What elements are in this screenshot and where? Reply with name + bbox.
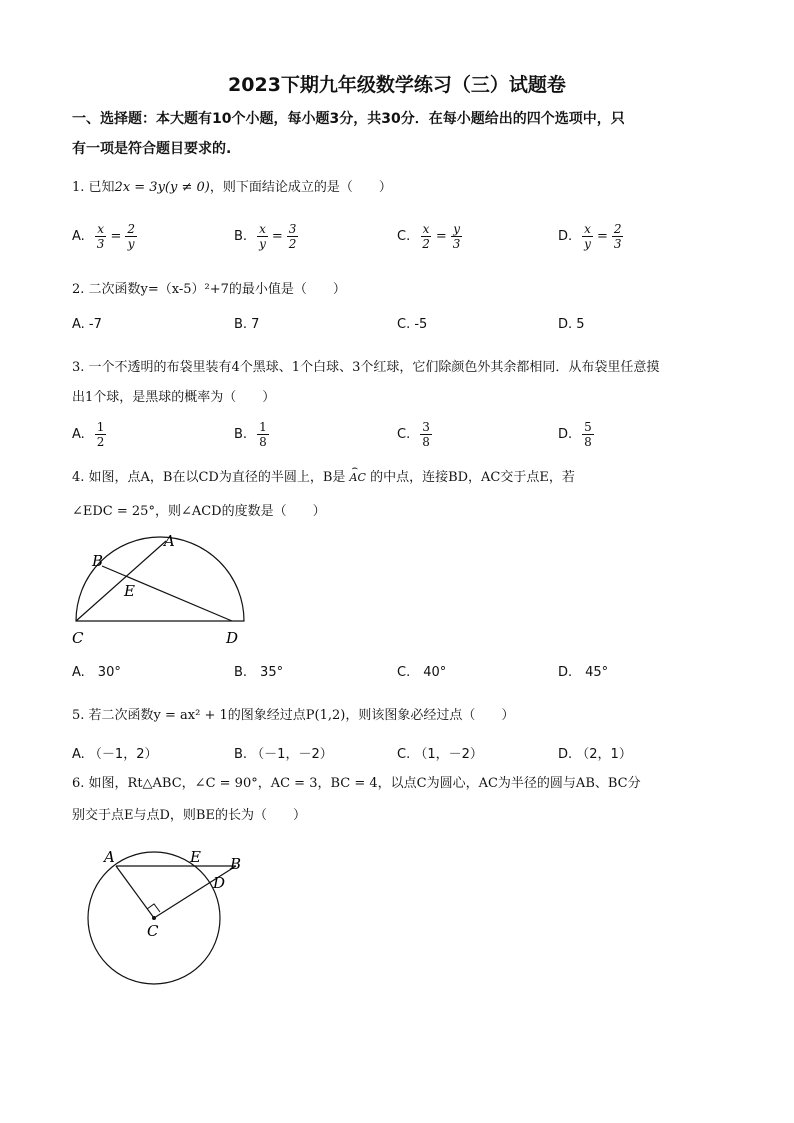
point-a-label: A (164, 532, 175, 550)
question-1 (72, 176, 732, 200)
point-d-label: D (226, 629, 239, 647)
q1-condition: 2x = 3y(y ≠ 0) (114, 180, 210, 195)
q2-option-a[interactable]: A. -7 (72, 316, 102, 332)
q3-option-b[interactable] (234, 414, 269, 454)
page-title: 2023下期九年级数学练习（三）试题卷 (228, 74, 566, 96)
q1-options (72, 216, 732, 256)
option-label: B. (234, 426, 248, 442)
fraction: $\frac{x}{y}$ (584, 221, 591, 251)
q1-option-d[interactable]: D. $\frac{x}{y}$ = $\frac{2}{3}$ (558, 221, 622, 251)
q2-option-b[interactable]: B. 7 (234, 316, 260, 332)
circle-figure (80, 842, 260, 1002)
point-a-label: A (104, 848, 115, 866)
question-4-line-2: ∠EDC = 25°，则∠ACD的度数是（ ） (72, 504, 326, 519)
option-label: A. (72, 426, 85, 442)
q2-option-d[interactable]: D. 5 (558, 316, 585, 332)
q3-option-c[interactable] (397, 414, 432, 454)
fraction: $\frac{1}{2}$ (96, 419, 105, 449)
q2-options (72, 312, 732, 336)
q1-suffix: ，则下面结论成立的是（ ） (209, 180, 392, 195)
option-label: A. (72, 228, 85, 244)
q4-text-b: 的中点，连接BD，AC交于点E，若 (370, 470, 575, 485)
option-label: C. (397, 426, 411, 442)
question-3-line-1: 3. 一个不透明的布袋里装有4个黑球、1个白球、3个红球，它们除颜色外其余都相同．从布袋里任意摸 (72, 360, 660, 375)
fraction: $\frac{x}{2}$ (422, 221, 430, 251)
q5-options (72, 740, 732, 764)
fraction: $\frac{2}{y}$ (127, 221, 135, 251)
q5-option-b[interactable]: B. （－1，－2） (234, 746, 333, 762)
q1-prefix: 1. 已知 (72, 180, 115, 195)
q5-option-a[interactable]: A. （－1，2） (72, 746, 158, 762)
q2-option-c[interactable]: C. -5 (397, 316, 428, 332)
question-3-line-2: 出1个球，是黑球的概率为（ ） (72, 390, 276, 405)
center-point (152, 916, 156, 920)
arc-ac: ⌢ AC (350, 466, 366, 490)
question-5: 5. 若二次函数y = ax² + 1的图象经过点P(1,2)，则该图象必经过点（ ） (72, 708, 515, 723)
point-e-label: E (124, 582, 135, 600)
fraction: $\frac{3}{2}$ (288, 221, 297, 251)
fraction: $\frac{y}{3}$ (452, 221, 461, 251)
q1-option-b[interactable]: B. $\frac{x}{y}$ = $\frac{3}{2}$ (234, 221, 297, 251)
section-heading-2: 有一项是符合题目要求的. (72, 141, 232, 157)
semicircle-figure (66, 528, 256, 653)
point-e-label: E (190, 848, 201, 866)
fraction: $\frac{x}{y}$ (259, 221, 266, 251)
option-label: B. (234, 228, 248, 244)
question-4-line-1 (72, 466, 732, 490)
point-c-label: C (72, 629, 84, 647)
fraction: $\frac{1}{8}$ (259, 419, 267, 449)
line-ca (76, 541, 166, 621)
question-6-line-1: 6. 如图，Rt△ABC，∠C = 90°，AC = 3，BC = 4，以点C为圆心，AC为半径的圆与AB、BC分 (72, 776, 641, 791)
fraction: $\frac{2}{3}$ (613, 221, 622, 251)
q3-option-a[interactable] (72, 414, 106, 454)
q4-option-b[interactable]: B. 35° (234, 664, 284, 680)
fraction: $\frac{5}{8}$ (584, 419, 592, 449)
fraction: $\frac{3}{8}$ (422, 419, 430, 449)
semicircle-outline (76, 537, 244, 621)
option-label: D. (558, 426, 573, 442)
question-6-line-2: 别交于点E与点D，则BE的长为（ ） (72, 808, 306, 823)
point-b-label: B (92, 552, 104, 570)
q4-option-d[interactable]: D. 45° (558, 664, 609, 680)
q4-option-a[interactable]: A. 30° (72, 664, 121, 680)
q4-options (72, 658, 732, 682)
point-d-label: D (213, 874, 226, 892)
q4-option-c[interactable]: C. 40° (397, 664, 447, 680)
q1-option-a[interactable]: A. $\frac{x}{3}$ = $\frac{2}{y}$ (72, 221, 135, 251)
option-label: D. (558, 228, 573, 244)
q3-option-d[interactable] (558, 414, 594, 454)
line-ac (116, 866, 154, 918)
point-b-label: B (230, 855, 242, 873)
option-label: C. (397, 228, 411, 244)
q3-options (72, 414, 732, 454)
fraction: $\frac{x}{3}$ (96, 221, 105, 251)
question-2: 2. 二次函数y=（x-5）²+7的最小值是（ ） (72, 282, 346, 297)
line-bd (102, 566, 232, 621)
section-heading-1: 一、选择题：本大题有10个小题，每小题3分，共30分．在每小题给出的四个选项中，只 (72, 111, 625, 127)
q5-option-c[interactable]: C. （1，－2） (397, 746, 483, 762)
q5-option-d[interactable]: D. （2，1） (558, 746, 632, 762)
point-c-label: C (147, 922, 159, 940)
q1-option-c[interactable]: C. $\frac{x}{2}$ = $\frac{y}{3}$ (397, 221, 461, 251)
q4-text-a: 4. 如图，点A，B在以CD为直径的半圆上，B是 (72, 470, 346, 485)
